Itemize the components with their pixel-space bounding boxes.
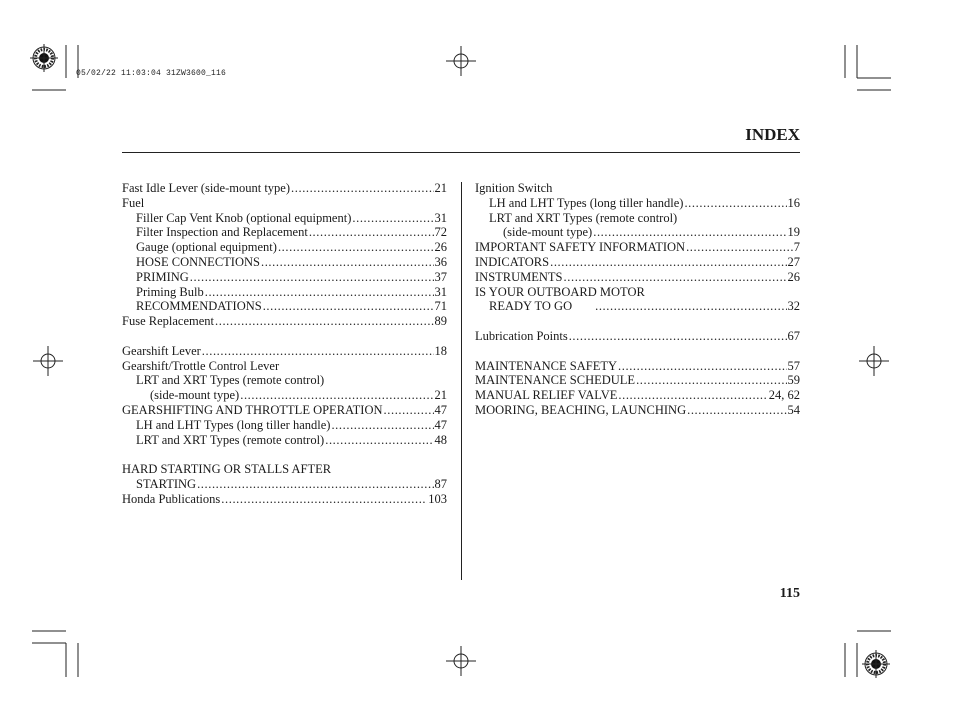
index-entry: RECOMMENDATIONS ..... 71 (122, 299, 447, 314)
registration-target-icon (859, 346, 889, 376)
index-entry: Honda Publications ..... 103 (122, 492, 447, 507)
index-column-left (122, 181, 447, 507)
header-rule (122, 152, 800, 153)
index-entry: READY TO GO ..... 32 (475, 299, 800, 314)
index-entry: LRT and XRT Types (remote control) ..... 48 (122, 433, 447, 448)
index-subheading: LRT and XRT Types (remote control) (136, 373, 325, 388)
index-entry: Filler Cap Vent Knob (optional equipment) ..... 31 (122, 211, 447, 226)
index-entry: STARTING ..... 87 (122, 477, 447, 492)
index-entry: Priming Bulb ..... 31 (122, 285, 447, 300)
index-entry: (side-mount type) ..... 21 (122, 388, 447, 403)
page-title: INDEX (745, 125, 800, 144)
index-entry: Fast Idle Lever (side-mount type) ..... 21 (122, 181, 447, 196)
index-entry: INSTRUMENTS ..... 26 (475, 270, 800, 285)
index-entry: Lubrication Points ..... 67 (475, 329, 800, 344)
section-gap (122, 447, 447, 462)
registration-target-icon (33, 346, 63, 376)
registration-starburst-icon (862, 650, 890, 678)
index-entry: PRIMING ..... 37 (122, 270, 447, 285)
index-heading: HARD STARTING OR STALLS AFTER (122, 462, 332, 477)
index-heading: Fuel (122, 195, 145, 210)
index-entry: MANUAL RELIEF VALVE ..... 24, 62 (475, 388, 800, 403)
index-entry: MAINTENANCE SCHEDULE ..... 59 (475, 373, 800, 388)
index-entry: Filter Inspection and Replacement ..... 72 (122, 225, 447, 240)
column-divider (461, 182, 462, 580)
index-entry: Gauge (optional equipment) ..... 26 (122, 240, 447, 255)
print-timestamp: 05/02/22 11:03:04 31ZW3600_116 (76, 69, 227, 78)
registration-target-icon (446, 46, 476, 76)
index-entry: LH and LHT Types (long tiller handle) ..... 16 (475, 196, 800, 211)
index-column-right (475, 181, 800, 418)
section-gap (475, 344, 800, 359)
index-subheading: LRT and XRT Types (remote control) (489, 210, 678, 225)
index-entry: (side-mount type) ..... 19 (475, 225, 800, 240)
registration-starburst-icon (30, 44, 58, 72)
index-entry: IMPORTANT SAFETY INFORMATION ..... 7 (475, 240, 800, 255)
index-entry: INDICATORS ..... 27 (475, 255, 800, 270)
index-entry: LH and LHT Types (long tiller handle) ..... 47 (122, 418, 447, 433)
index-entry: Fuse Replacement ..... 89 (122, 314, 447, 329)
index-entry: MOORING, BEACHING, LAUNCHING ..... 54 (475, 403, 800, 418)
index-entry: MAINTENANCE SAFETY ..... 57 (475, 359, 800, 374)
section-gap (122, 329, 447, 344)
registration-target-icon (446, 646, 476, 676)
index-heading: Gearshift/Trottle Control Lever (122, 358, 280, 373)
page-number: 115 (779, 586, 800, 601)
index-entry: Gearshift Lever ..... 18 (122, 344, 447, 359)
index-heading: Ignition Switch (475, 181, 553, 195)
index-heading: IS YOUR OUTBOARD MOTOR (475, 284, 645, 299)
section-gap (475, 314, 800, 329)
index-entry: GEARSHIFTING AND THROTTLE OPERATION ..... 47 (122, 403, 447, 418)
index-entry: HOSE CONNECTIONS ..... 36 (122, 255, 447, 270)
